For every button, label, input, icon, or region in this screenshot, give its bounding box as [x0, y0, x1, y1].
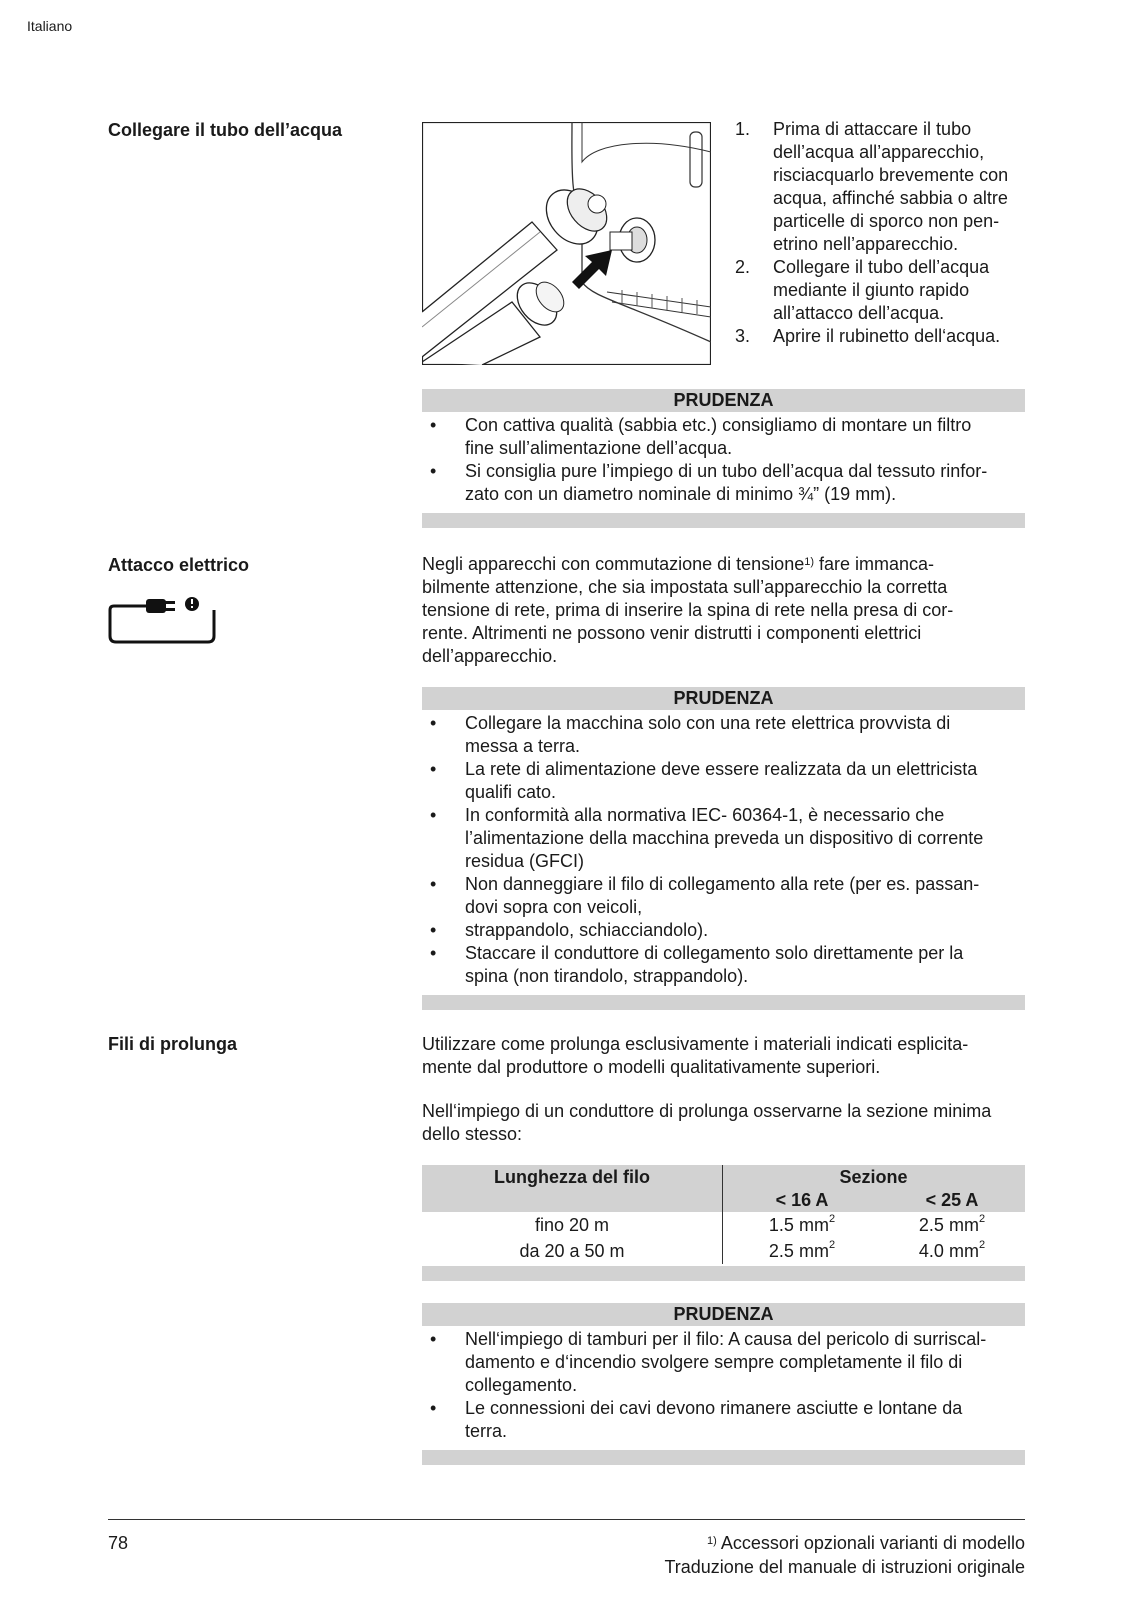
- extension-para-2: [422, 1100, 1025, 1146]
- bullet-line: qualifi cato.: [465, 782, 557, 802]
- water-connection-illustration: [422, 122, 711, 365]
- warning-footer-bar: [422, 1450, 1025, 1465]
- bullet-line: collegamento.: [465, 1375, 578, 1395]
- list-item: • La rete di alimentazione deve essere realizzata da un elettricista qualifi cato.: [430, 759, 978, 802]
- para-line: Utilizzare come prolunga esclusivamente i materiali indicati esplicita-: [422, 1034, 969, 1054]
- header-section: Sezione: [839, 1167, 908, 1187]
- bullet-line: Si consiglia pure l’impiego di un tubo dell’acqua dal tessuto rinfor-: [465, 461, 988, 481]
- footnote-ref: 1): [804, 556, 814, 568]
- step-line: Aprire il rubinetto dell‘acqua.: [773, 326, 1001, 346]
- list-item: • Le connessioni dei cavi devono rimanere asciutte e lontane da terra.: [430, 1398, 963, 1441]
- header-length: Lunghezza del filo: [494, 1167, 650, 1187]
- cell-16a: [742, 1241, 862, 1262]
- section-title-water: Collegare il tubo dell’acqua: [108, 120, 343, 140]
- cell-length: da 20 a 50 m: [519, 1241, 625, 1261]
- footnote-marker: 1): [707, 1535, 717, 1547]
- unit-sup: 2: [828, 1213, 836, 1225]
- cell-value: 4.0 mm: [918, 1241, 979, 1261]
- page-number: 78: [108, 1533, 129, 1553]
- cell-25a: [892, 1241, 1012, 1262]
- intro-text: Negli apparecchi con commutazione di tensione: [422, 554, 805, 574]
- step-line: acqua, affinché sabbia o altre: [773, 188, 1008, 208]
- intro-text: fare immanca-: [814, 554, 935, 574]
- warning-box-electric: [422, 687, 1025, 1010]
- bullet-line: damento e d‘incendio svolgere sempre completamente il filo di: [465, 1352, 963, 1372]
- bullet-line: dovi sopra con veicoli,: [465, 897, 643, 917]
- table-footer-bar: [422, 1266, 1025, 1281]
- cell-value: 1.5 mm: [768, 1215, 829, 1235]
- list-item: • Con cattiva qualità (sabbia etc.) consigliamo di montare un filtro fine sull’alimentazione dell’acqua.: [430, 415, 972, 458]
- intro-line: tensione di rete, prima di inserire la spina di rete nella presa di cor-: [422, 600, 954, 620]
- list-item: [733, 256, 1033, 325]
- unit-sup: 2: [978, 1239, 986, 1251]
- step-line: all’attacco dell’acqua.: [773, 303, 945, 323]
- bullet-line: In conformità alla normativa IEC- 60364-1, è necessario che: [465, 805, 945, 825]
- step-number: 2.: [735, 257, 751, 277]
- bullet-line: Le connessioni dei cavi devono rimanere asciutte e lontane da: [465, 1398, 963, 1418]
- footer-notes: [664, 1531, 1025, 1579]
- cell-value: 2.5 mm: [918, 1215, 979, 1235]
- cable-section-table: [422, 1165, 1025, 1281]
- water-steps-list: [733, 118, 1033, 348]
- step-line: etrino nell’apparecchio.: [773, 234, 959, 254]
- section-title-electric: Attacco elettrico: [108, 555, 250, 575]
- bullet-line: terra.: [465, 1421, 508, 1441]
- warning-title: PRUDENZA: [422, 389, 1025, 412]
- list-item: • strappandolo, schiacciandolo).: [430, 920, 709, 940]
- electric-intro: [422, 553, 1025, 668]
- step-line: particelle di sporco non pen-: [773, 211, 1000, 231]
- intro-line: rente. Altrimenti ne possono venir distrutti i componenti elettrici: [422, 623, 922, 643]
- list-item: • Non danneggiare il filo di collegamento alla rete (per es. passan- dovi sopra con veicoli,: [430, 874, 980, 917]
- footnote-text: Accessori opzionali varianti di modello: [720, 1533, 1025, 1553]
- bullet-line: strappandolo, schiacciandolo).: [465, 920, 709, 940]
- step-line: mediante il giunto rapido: [773, 280, 970, 300]
- step-line: risciacquarlo brevemente con: [773, 165, 1009, 185]
- section-title-extension: Fili di prolunga: [108, 1034, 237, 1054]
- header-25a: < 25 A: [925, 1190, 979, 1210]
- table-row: [422, 1212, 1025, 1238]
- step-line: dell’acqua all’apparecchio,: [773, 142, 985, 162]
- warning-title: PRUDENZA: [422, 687, 1025, 710]
- bullet-line: l’alimentazione della macchina preveda un dispositivo di corrente: [465, 828, 984, 848]
- list-item: • Nell‘impiego di tamburi per il filo: A causa del pericolo di surriscal- damento e d‘incendio svolgere sempre completamente il filo di collegamento.: [430, 1329, 987, 1395]
- cell-25a: [892, 1215, 1012, 1236]
- para-line: dello stesso:: [422, 1124, 523, 1144]
- header-16a: < 16 A: [775, 1190, 829, 1210]
- list-item: [733, 325, 1033, 348]
- intro-line: bilmente attenzione, che sia impostata sull’apparecchio la corretta: [422, 577, 948, 597]
- bullet-line: Non danneggiare il filo di collegamento alla rete (per es. passan-: [465, 874, 980, 894]
- unit-sup: 2: [978, 1213, 986, 1225]
- intro-line: dell’apparecchio.: [422, 646, 558, 666]
- list-item: [733, 118, 1033, 256]
- table-row: [422, 1238, 1025, 1264]
- list-item: • Staccare il conduttore di collegamento solo direttamente per la spina (non tirandolo, strappandolo).: [430, 943, 964, 986]
- plug-voltage-icon: [108, 596, 218, 648]
- list-item: • Collegare la macchina solo con una rete elettrica provvista di messa a terra.: [430, 713, 951, 756]
- bullet-line: fine sull’alimentazione dell’acqua.: [465, 438, 733, 458]
- bullet-line: La rete di alimentazione deve essere realizzata da un elettricista: [465, 759, 978, 779]
- warning-box-water: [422, 389, 1025, 528]
- step-line: Collegare il tubo dell’acqua: [773, 257, 990, 277]
- para-line: mente dal produttore o modelli qualitativamente superiori.: [422, 1057, 881, 1077]
- warning-footer-bar: [422, 995, 1025, 1010]
- unit-sup: 2: [828, 1239, 836, 1251]
- bullet-line: messa a terra.: [465, 736, 581, 756]
- bullet-line: residua (GFCI): [465, 851, 585, 871]
- cell-16a: [742, 1215, 862, 1236]
- table-header: [422, 1165, 1025, 1212]
- cell-value: 2.5 mm: [768, 1241, 829, 1261]
- extension-para-1: [422, 1033, 1025, 1079]
- list-item: • Si consiglia pure l’impiego di un tubo dell’acqua dal tessuto rinfor- zato con un diametro nominale di minimo ¾” (19 mm).: [430, 461, 988, 504]
- warning-box-extension: [422, 1303, 1025, 1465]
- step-number: 1.: [735, 119, 751, 139]
- bullet-line: Staccare il conduttore di collegamento solo direttamente per la: [465, 943, 964, 963]
- bullet-line: zato con un diametro nominale di minimo ¾” (19 mm).: [465, 484, 897, 504]
- bullet-line: Nell‘impiego di tamburi per il filo: A causa del pericolo di surriscal-: [465, 1329, 987, 1349]
- bullet-line: spina (non tirandolo, strappandolo).: [465, 966, 749, 986]
- para-line: Nell‘impiego di un conduttore di prolunga osservarne la sezione minima: [422, 1101, 992, 1121]
- list-item: • In conformità alla normativa IEC- 60364-1, è necessario che l’alimentazione della macchina preveda un dispositivo di corrente residua (GFCI): [430, 805, 984, 871]
- cell-length: fino 20 m: [534, 1215, 610, 1235]
- warning-title: PRUDENZA: [422, 1303, 1025, 1326]
- warning-footer-bar: [422, 513, 1025, 528]
- footer-divider: [108, 1519, 1025, 1520]
- step-number: 3.: [735, 326, 751, 346]
- bullet-line: Collegare la macchina solo con una rete elettrica provvista di: [465, 713, 951, 733]
- bullet-line: Con cattiva qualità (sabbia etc.) consigliamo di montare un filtro: [465, 415, 972, 435]
- translation-note: Traduzione del manuale di istruzioni originale: [664, 1557, 1025, 1577]
- language-label: Italiano: [27, 18, 73, 34]
- step-line: Prima di attaccare il tubo: [773, 119, 972, 139]
